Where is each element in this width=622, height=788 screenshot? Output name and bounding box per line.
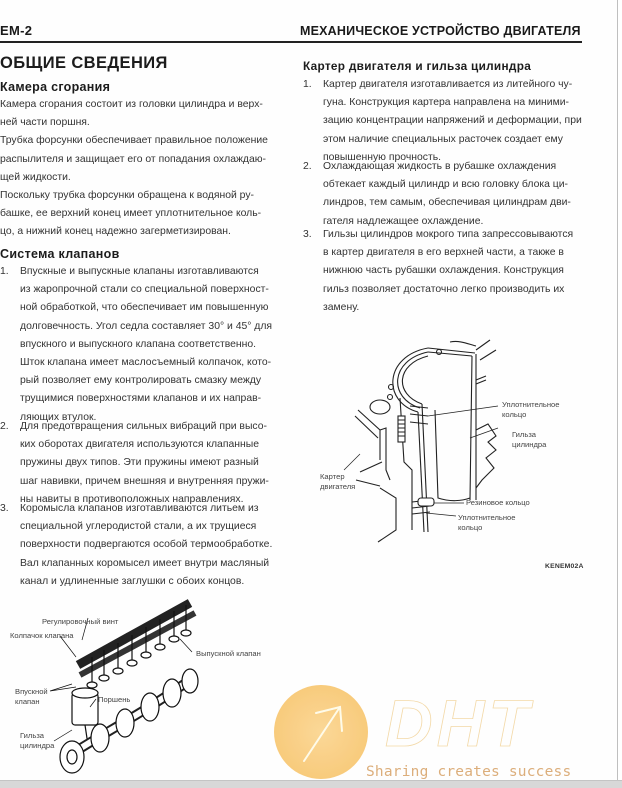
watermark-logo-circle xyxy=(274,685,368,779)
label-line: Впускной xyxy=(15,687,48,696)
text-line: щей жидкости. xyxy=(0,171,71,183)
label-line: Гильза xyxy=(20,731,45,740)
text-line: ной обработкой, что обеспечивает им повышенную xyxy=(20,302,269,314)
text-line: повышенную прочность. xyxy=(323,151,442,163)
section-title: МЕХАНИЧЕСКОЕ УСТРОЙСТВО ДВИГАТЕЛЯ xyxy=(300,24,581,38)
block-item-3 xyxy=(303,226,573,317)
text-line: специальной углеродистой стали, а их трущиеся xyxy=(20,521,257,533)
text-line: Поскольку трубка форсунки обращена к водяной ру- xyxy=(0,190,254,202)
text-line: в картер двигателя в его верхней части, а также в xyxy=(323,247,564,259)
text-line: Шток клапана имеет маслосъемный колпачок, кото- xyxy=(20,357,272,369)
text-line: впускного и выпускного клапана соответственно. xyxy=(20,338,257,350)
arrow-icon xyxy=(274,685,368,779)
valves-item-2 xyxy=(0,418,269,509)
label-line: клапан xyxy=(15,697,40,706)
valvetrain-figure xyxy=(0,595,300,780)
label-exhaust-valve: Выпускной клапан xyxy=(196,649,261,658)
text-line: поверхности подвергаются особой термообработке. xyxy=(20,539,273,551)
valves-item-3 xyxy=(0,500,272,591)
text-line: ны навиты в противоположных направлениях. xyxy=(20,493,244,505)
text-line: Для предотвращения сильных вибраций при высо- xyxy=(20,421,267,432)
label-rubber-ring: Резиновое кольцо xyxy=(466,498,530,507)
page-code: EM-2 xyxy=(0,23,33,38)
cylinder-liner-illustration xyxy=(300,320,617,580)
label-line: Уплотнительное xyxy=(502,400,560,409)
text-line: Впускные и выпускные клапаны изготавливаются xyxy=(20,266,259,277)
label-valve-cap: Колпачок клапана xyxy=(10,631,74,640)
text-line: Охлаждающая жидкость в рубашке охлаждения xyxy=(323,161,557,172)
item-number: 2. xyxy=(303,161,312,172)
watermark-tagline: Sharing creates success xyxy=(366,764,572,780)
label-cylinder-liner xyxy=(512,430,546,450)
label-line: Уплотнительное xyxy=(458,513,516,522)
text-line: распылителя и защищает его от попадания охлаждаю- xyxy=(0,153,267,165)
text-line: нижнюю часть рубашки охлаждения. Конструкция xyxy=(323,265,564,277)
text-line: замену. xyxy=(323,301,360,313)
item-number: 1. xyxy=(0,266,9,277)
item-number: 3. xyxy=(0,503,9,514)
label-adjusting-screw: Регулировочный винт xyxy=(42,617,119,626)
text-line: линдров, тем самым, обеспечивая цилиндрам дви- xyxy=(323,197,571,209)
text-line: трущимися поверхностями клапанов и их направ- xyxy=(20,393,262,405)
label-line: цилиндра xyxy=(512,440,547,449)
text-line: пружины двух типов. Эти пружины имеют разный xyxy=(20,457,259,469)
item-number: 3. xyxy=(303,229,312,240)
text-line: ляющих втулок. xyxy=(20,411,97,423)
page-edge xyxy=(617,0,618,780)
label-liner xyxy=(20,731,54,751)
text-line: шаг навивки, причем внешняя и внутренняя пружи- xyxy=(20,475,269,487)
text-line: зацию концентрации напряжений и деформации, при xyxy=(323,115,582,127)
label-line: кольцо xyxy=(502,410,527,419)
label-seal-ring-top xyxy=(502,400,559,420)
dht-logo-text: DHT xyxy=(385,690,533,752)
text-line: ней части поршня. xyxy=(0,117,90,129)
text-line: башке, ее верхний конец имеет уплотнительное коль- xyxy=(0,208,262,220)
text-line: Коромысла клапанов изготавливаются литьем из xyxy=(20,503,259,514)
label-line: цилиндра xyxy=(20,741,55,750)
text-line: рый позволяет ему контролировать смазку между xyxy=(20,375,262,387)
text-line: гателя надлежащее охлаждение. xyxy=(323,215,484,227)
cylinder-liner-figure xyxy=(300,320,617,580)
text-line: гуна. Конструкция картера направлена на миними- xyxy=(323,97,569,109)
label-engine-block xyxy=(320,472,355,492)
text-line: Картер двигателя изготавливается из литейного чу- xyxy=(323,79,573,90)
watermark-dht-logo xyxy=(385,690,585,752)
label-line: двигателя xyxy=(320,482,356,491)
valves-item-1 xyxy=(0,263,272,427)
label-line: Гильза xyxy=(512,430,537,439)
header-rule xyxy=(0,41,582,43)
text-line: канал и удлиненные заглушки с обоих концов. xyxy=(20,575,245,587)
label-seal-ring-bottom xyxy=(458,513,515,533)
figure-code: KENEM02A xyxy=(545,563,584,570)
text-line: цо, а нижний конец надежно загерметизирован. xyxy=(0,226,231,238)
block-item-2 xyxy=(303,158,571,231)
text-line: обтекает каждый цилиндр и всю головку блока ци- xyxy=(323,179,569,191)
label-line: Картер xyxy=(320,472,345,481)
combustion-heading: Камера сгорания xyxy=(0,80,111,94)
item-number: 1. xyxy=(303,79,312,90)
valves-heading: Система клапанов xyxy=(0,247,120,261)
text-line: Трубка форсунки обеспечивает правильное положение xyxy=(0,135,268,147)
text-line: этом наличие специальных расточек создает ему xyxy=(323,133,563,145)
label-intake-valve xyxy=(15,687,48,707)
main-heading: ОБЩИЕ СВЕДЕНИЯ xyxy=(0,54,168,72)
block-item-1 xyxy=(303,76,582,167)
text-line: долговечность. Угол седла составляет 30° и 45° для xyxy=(20,320,273,332)
block-heading: Картер двигателя и гильза цилиндра xyxy=(303,59,532,73)
text-line: Камера сгорания состоит из головки цилиндра и верх- xyxy=(0,99,263,110)
text-line: Вал клапанных коромысел имеет внутри масляный xyxy=(20,557,270,569)
text-line: Гильзы цилиндров мокрого типа запрессовываются xyxy=(323,229,574,240)
label-line: кольцо xyxy=(458,523,483,532)
label-piston: Поршень xyxy=(98,695,131,704)
text-line: ких оборотах двигателя используются клапанные xyxy=(20,439,259,451)
item-number: 2. xyxy=(0,421,9,432)
text-line: гильз позволяет достаточно легко производить их xyxy=(323,283,565,295)
text-line: из жаропрочной стали со специальной поверхност- xyxy=(20,284,269,296)
combustion-text xyxy=(0,96,268,242)
